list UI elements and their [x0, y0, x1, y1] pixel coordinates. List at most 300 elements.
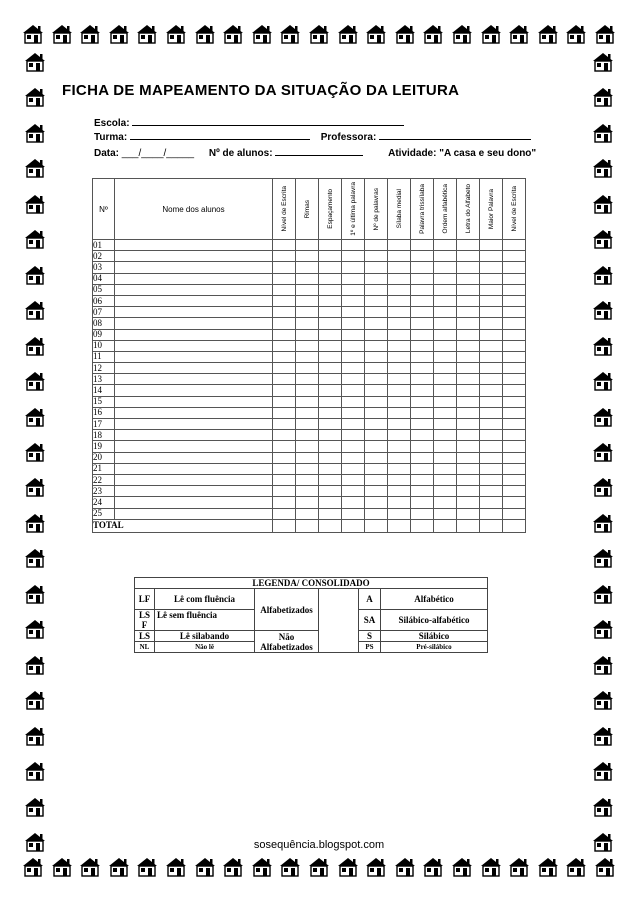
grid-cell[interactable] — [411, 284, 434, 295]
grid-cell[interactable] — [434, 486, 457, 497]
grid-cell[interactable] — [296, 508, 319, 519]
grid-cell[interactable] — [411, 351, 434, 362]
student-name-cell[interactable] — [115, 251, 273, 262]
grid-cell[interactable] — [342, 262, 365, 273]
grid-cell[interactable] — [411, 385, 434, 396]
grid-cell[interactable] — [365, 318, 388, 329]
grid-cell[interactable] — [319, 374, 342, 385]
grid-cell[interactable] — [273, 419, 296, 430]
grid-cell[interactable] — [411, 273, 434, 284]
grid-cell[interactable] — [434, 508, 457, 519]
grid-cell[interactable] — [388, 385, 411, 396]
grid-cell[interactable] — [411, 240, 434, 251]
grid-cell[interactable] — [365, 396, 388, 407]
student-name-cell[interactable] — [115, 508, 273, 519]
student-name-cell[interactable] — [115, 329, 273, 340]
grid-cell[interactable] — [296, 430, 319, 441]
student-name-cell[interactable] — [115, 419, 273, 430]
grid-cell[interactable] — [365, 519, 388, 532]
grid-cell[interactable] — [503, 262, 526, 273]
grid-cell[interactable] — [388, 351, 411, 362]
grid-cell[interactable] — [457, 441, 480, 452]
grid-cell[interactable] — [434, 396, 457, 407]
grid-cell[interactable] — [296, 419, 319, 430]
grid-cell[interactable] — [342, 307, 365, 318]
grid-cell[interactable] — [342, 407, 365, 418]
grid-cell[interactable] — [480, 419, 503, 430]
grid-cell[interactable] — [365, 363, 388, 374]
grid-cell[interactable] — [503, 295, 526, 306]
grid-cell[interactable] — [296, 385, 319, 396]
grid-cell[interactable] — [480, 441, 503, 452]
grid-cell[interactable] — [411, 307, 434, 318]
grid-cell[interactable] — [411, 329, 434, 340]
grid-cell[interactable] — [342, 340, 365, 351]
grid-cell[interactable] — [388, 519, 411, 532]
grid-cell[interactable] — [480, 307, 503, 318]
grid-cell[interactable] — [480, 430, 503, 441]
grid-cell[interactable] — [457, 340, 480, 351]
student-name-cell[interactable] — [115, 295, 273, 306]
grid-cell[interactable] — [503, 363, 526, 374]
grid-cell[interactable] — [411, 295, 434, 306]
student-name-cell[interactable] — [115, 452, 273, 463]
grid-cell[interactable] — [273, 474, 296, 485]
grid-cell[interactable] — [411, 262, 434, 273]
grid-cell[interactable] — [480, 407, 503, 418]
grid-cell[interactable] — [273, 363, 296, 374]
grid-cell[interactable] — [319, 430, 342, 441]
grid-cell[interactable] — [319, 284, 342, 295]
grid-cell[interactable] — [296, 486, 319, 497]
student-name-cell[interactable] — [115, 497, 273, 508]
grid-cell[interactable] — [296, 463, 319, 474]
grid-cell[interactable] — [365, 262, 388, 273]
grid-cell[interactable] — [480, 396, 503, 407]
grid-cell[interactable] — [457, 240, 480, 251]
grid-cell[interactable] — [388, 273, 411, 284]
student-name-cell[interactable] — [115, 351, 273, 362]
grid-cell[interactable] — [434, 351, 457, 362]
grid-cell[interactable] — [480, 295, 503, 306]
grid-cell[interactable] — [342, 519, 365, 532]
grid-cell[interactable] — [319, 318, 342, 329]
grid-cell[interactable] — [457, 284, 480, 295]
grid-cell[interactable] — [319, 307, 342, 318]
grid-cell[interactable] — [457, 497, 480, 508]
grid-cell[interactable] — [273, 463, 296, 474]
grid-cell[interactable] — [457, 295, 480, 306]
grid-cell[interactable] — [365, 329, 388, 340]
grid-cell[interactable] — [503, 307, 526, 318]
student-name-cell[interactable] — [115, 340, 273, 351]
grid-cell[interactable] — [503, 441, 526, 452]
grid-cell[interactable] — [319, 240, 342, 251]
grid-cell[interactable] — [503, 374, 526, 385]
grid-cell[interactable] — [388, 374, 411, 385]
grid-cell[interactable] — [388, 262, 411, 273]
grid-cell[interactable] — [457, 307, 480, 318]
grid-cell[interactable] — [503, 474, 526, 485]
grid-cell[interactable] — [365, 340, 388, 351]
grid-cell[interactable] — [388, 284, 411, 295]
grid-cell[interactable] — [411, 474, 434, 485]
grid-cell[interactable] — [411, 407, 434, 418]
grid-cell[interactable] — [457, 463, 480, 474]
student-name-cell[interactable] — [115, 474, 273, 485]
grid-cell[interactable] — [388, 329, 411, 340]
grid-cell[interactable] — [319, 441, 342, 452]
grid-cell[interactable] — [319, 508, 342, 519]
grid-cell[interactable] — [434, 519, 457, 532]
grid-cell[interactable] — [457, 486, 480, 497]
grid-cell[interactable] — [411, 519, 434, 532]
grid-cell[interactable] — [342, 273, 365, 284]
grid-cell[interactable] — [388, 251, 411, 262]
grid-cell[interactable] — [296, 363, 319, 374]
grid-cell[interactable] — [503, 430, 526, 441]
grid-cell[interactable] — [365, 486, 388, 497]
grid-cell[interactable] — [319, 407, 342, 418]
student-name-cell[interactable] — [115, 385, 273, 396]
grid-cell[interactable] — [388, 240, 411, 251]
grid-cell[interactable] — [342, 441, 365, 452]
grid-cell[interactable] — [342, 240, 365, 251]
grid-cell[interactable] — [342, 419, 365, 430]
grid-cell[interactable] — [457, 430, 480, 441]
grid-cell[interactable] — [319, 497, 342, 508]
grid-cell[interactable] — [273, 307, 296, 318]
grid-cell[interactable] — [434, 441, 457, 452]
grid-cell[interactable] — [503, 385, 526, 396]
grid-cell[interactable] — [273, 407, 296, 418]
grid-cell[interactable] — [411, 441, 434, 452]
student-name-cell[interactable] — [115, 284, 273, 295]
grid-cell[interactable] — [342, 329, 365, 340]
grid-cell[interactable] — [434, 407, 457, 418]
grid-cell[interactable] — [273, 273, 296, 284]
grid-cell[interactable] — [365, 351, 388, 362]
grid-cell[interactable] — [342, 385, 365, 396]
grid-cell[interactable] — [503, 284, 526, 295]
grid-cell[interactable] — [480, 385, 503, 396]
student-name-cell[interactable] — [115, 430, 273, 441]
grid-cell[interactable] — [411, 340, 434, 351]
grid-cell[interactable] — [480, 351, 503, 362]
grid-cell[interactable] — [296, 351, 319, 362]
grid-cell[interactable] — [480, 474, 503, 485]
grid-cell[interactable] — [480, 340, 503, 351]
grid-cell[interactable] — [342, 463, 365, 474]
grid-cell[interactable] — [457, 363, 480, 374]
grid-cell[interactable] — [457, 452, 480, 463]
grid-cell[interactable] — [365, 430, 388, 441]
grid-cell[interactable] — [388, 497, 411, 508]
grid-cell[interactable] — [319, 452, 342, 463]
grid-cell[interactable] — [342, 452, 365, 463]
grid-cell[interactable] — [319, 363, 342, 374]
grid-cell[interactable] — [388, 396, 411, 407]
grid-cell[interactable] — [342, 486, 365, 497]
grid-cell[interactable] — [388, 340, 411, 351]
grid-cell[interactable] — [273, 508, 296, 519]
grid-cell[interactable] — [503, 318, 526, 329]
grid-cell[interactable] — [457, 318, 480, 329]
student-name-cell[interactable] — [115, 318, 273, 329]
grid-cell[interactable] — [480, 240, 503, 251]
grid-cell[interactable] — [457, 508, 480, 519]
student-name-cell[interactable] — [115, 307, 273, 318]
grid-cell[interactable] — [411, 374, 434, 385]
grid-cell[interactable] — [319, 419, 342, 430]
grid-cell[interactable] — [273, 340, 296, 351]
grid-cell[interactable] — [434, 363, 457, 374]
grid-cell[interactable] — [411, 486, 434, 497]
grid-cell[interactable] — [503, 396, 526, 407]
grid-cell[interactable] — [457, 385, 480, 396]
grid-cell[interactable] — [480, 508, 503, 519]
grid-cell[interactable] — [503, 329, 526, 340]
grid-cell[interactable] — [319, 519, 342, 532]
grid-cell[interactable] — [480, 273, 503, 284]
grid-cell[interactable] — [388, 407, 411, 418]
grid-cell[interactable] — [342, 374, 365, 385]
grid-cell[interactable] — [319, 251, 342, 262]
grid-cell[interactable] — [342, 396, 365, 407]
grid-cell[interactable] — [434, 385, 457, 396]
grid-cell[interactable] — [296, 284, 319, 295]
grid-cell[interactable] — [365, 407, 388, 418]
grid-cell[interactable] — [388, 307, 411, 318]
grid-cell[interactable] — [365, 419, 388, 430]
grid-cell[interactable] — [434, 474, 457, 485]
grid-cell[interactable] — [411, 452, 434, 463]
grid-cell[interactable] — [296, 262, 319, 273]
grid-cell[interactable] — [457, 396, 480, 407]
grid-cell[interactable] — [365, 441, 388, 452]
grid-cell[interactable] — [273, 351, 296, 362]
grid-cell[interactable] — [342, 474, 365, 485]
grid-cell[interactable] — [365, 284, 388, 295]
grid-cell[interactable] — [319, 486, 342, 497]
grid-cell[interactable] — [411, 508, 434, 519]
grid-cell[interactable] — [273, 441, 296, 452]
grid-cell[interactable] — [273, 329, 296, 340]
grid-cell[interactable] — [480, 251, 503, 262]
grid-cell[interactable] — [319, 262, 342, 273]
grid-cell[interactable] — [273, 430, 296, 441]
grid-cell[interactable] — [457, 374, 480, 385]
grid-cell[interactable] — [296, 295, 319, 306]
student-name-cell[interactable] — [115, 396, 273, 407]
student-name-cell[interactable] — [115, 407, 273, 418]
grid-cell[interactable] — [273, 240, 296, 251]
grid-cell[interactable] — [319, 295, 342, 306]
grid-cell[interactable] — [365, 452, 388, 463]
grid-cell[interactable] — [434, 452, 457, 463]
grid-cell[interactable] — [319, 396, 342, 407]
grid-cell[interactable] — [480, 486, 503, 497]
grid-cell[interactable] — [296, 474, 319, 485]
grid-cell[interactable] — [411, 430, 434, 441]
grid-cell[interactable] — [273, 284, 296, 295]
grid-cell[interactable] — [273, 374, 296, 385]
grid-cell[interactable] — [388, 474, 411, 485]
grid-cell[interactable] — [480, 329, 503, 340]
grid-cell[interactable] — [342, 295, 365, 306]
grid-cell[interactable] — [296, 329, 319, 340]
grid-cell[interactable] — [319, 273, 342, 284]
student-name-cell[interactable] — [115, 441, 273, 452]
grid-cell[interactable] — [503, 463, 526, 474]
grid-cell[interactable] — [411, 463, 434, 474]
grid-cell[interactable] — [434, 329, 457, 340]
grid-cell[interactable] — [434, 430, 457, 441]
grid-cell[interactable] — [388, 295, 411, 306]
grid-cell[interactable] — [480, 318, 503, 329]
grid-cell[interactable] — [365, 273, 388, 284]
grid-cell[interactable] — [319, 340, 342, 351]
grid-cell[interactable] — [342, 351, 365, 362]
grid-cell[interactable] — [480, 262, 503, 273]
grid-cell[interactable] — [388, 508, 411, 519]
grid-cell[interactable] — [434, 374, 457, 385]
grid-cell[interactable] — [296, 441, 319, 452]
grid-cell[interactable] — [319, 329, 342, 340]
grid-cell[interactable] — [434, 497, 457, 508]
grid-cell[interactable] — [411, 318, 434, 329]
grid-cell[interactable] — [411, 363, 434, 374]
grid-cell[interactable] — [365, 307, 388, 318]
grid-cell[interactable] — [296, 396, 319, 407]
grid-cell[interactable] — [434, 340, 457, 351]
student-name-cell[interactable] — [115, 486, 273, 497]
grid-cell[interactable] — [388, 463, 411, 474]
grid-cell[interactable] — [296, 452, 319, 463]
grid-cell[interactable] — [296, 251, 319, 262]
student-name-cell[interactable] — [115, 363, 273, 374]
grid-cell[interactable] — [503, 351, 526, 362]
grid-cell[interactable] — [388, 486, 411, 497]
grid-cell[interactable] — [273, 497, 296, 508]
grid-cell[interactable] — [342, 363, 365, 374]
grid-cell[interactable] — [480, 363, 503, 374]
grid-cell[interactable] — [411, 251, 434, 262]
grid-cell[interactable] — [503, 340, 526, 351]
grid-cell[interactable] — [273, 396, 296, 407]
student-name-cell[interactable] — [115, 374, 273, 385]
grid-cell[interactable] — [365, 385, 388, 396]
grid-cell[interactable] — [457, 474, 480, 485]
grid-cell[interactable] — [503, 407, 526, 418]
grid-cell[interactable] — [388, 318, 411, 329]
grid-cell[interactable] — [342, 284, 365, 295]
grid-cell[interactable] — [457, 251, 480, 262]
grid-cell[interactable] — [365, 295, 388, 306]
grid-cell[interactable] — [503, 251, 526, 262]
grid-cell[interactable] — [273, 262, 296, 273]
grid-cell[interactable] — [457, 351, 480, 362]
grid-cell[interactable] — [434, 419, 457, 430]
grid-cell[interactable] — [296, 240, 319, 251]
student-name-cell[interactable] — [115, 463, 273, 474]
grid-cell[interactable] — [296, 374, 319, 385]
grid-cell[interactable] — [319, 385, 342, 396]
grid-cell[interactable] — [457, 273, 480, 284]
grid-cell[interactable] — [365, 474, 388, 485]
grid-cell[interactable] — [365, 240, 388, 251]
grid-cell[interactable] — [503, 508, 526, 519]
grid-cell[interactable] — [503, 273, 526, 284]
grid-cell[interactable] — [434, 251, 457, 262]
grid-cell[interactable] — [503, 486, 526, 497]
grid-cell[interactable] — [388, 441, 411, 452]
grid-cell[interactable] — [296, 273, 319, 284]
grid-cell[interactable] — [480, 463, 503, 474]
grid-cell[interactable] — [273, 295, 296, 306]
grid-cell[interactable] — [503, 240, 526, 251]
grid-cell[interactable] — [319, 351, 342, 362]
grid-cell[interactable] — [296, 519, 319, 532]
grid-cell[interactable] — [342, 430, 365, 441]
grid-cell[interactable] — [342, 508, 365, 519]
grid-cell[interactable] — [319, 474, 342, 485]
grid-cell[interactable] — [296, 307, 319, 318]
grid-cell[interactable] — [503, 497, 526, 508]
grid-cell[interactable] — [342, 497, 365, 508]
grid-cell[interactable] — [273, 251, 296, 262]
grid-cell[interactable] — [434, 318, 457, 329]
grid-cell[interactable] — [503, 519, 526, 532]
grid-cell[interactable] — [296, 340, 319, 351]
grid-cell[interactable] — [388, 363, 411, 374]
grid-cell[interactable] — [411, 497, 434, 508]
grid-cell[interactable] — [457, 519, 480, 532]
grid-cell[interactable] — [434, 307, 457, 318]
grid-cell[interactable] — [434, 273, 457, 284]
grid-cell[interactable] — [342, 318, 365, 329]
student-name-cell[interactable] — [115, 262, 273, 273]
grid-cell[interactable] — [365, 463, 388, 474]
grid-cell[interactable] — [365, 251, 388, 262]
grid-cell[interactable] — [480, 519, 503, 532]
student-name-cell[interactable] — [115, 273, 273, 284]
grid-cell[interactable] — [434, 295, 457, 306]
grid-cell[interactable] — [365, 497, 388, 508]
grid-cell[interactable] — [273, 318, 296, 329]
grid-cell[interactable] — [457, 262, 480, 273]
student-name-cell[interactable] — [115, 240, 273, 251]
grid-cell[interactable] — [296, 407, 319, 418]
grid-cell[interactable] — [296, 497, 319, 508]
grid-cell[interactable] — [342, 251, 365, 262]
grid-cell[interactable] — [503, 419, 526, 430]
grid-cell[interactable] — [388, 452, 411, 463]
grid-cell[interactable] — [480, 497, 503, 508]
grid-cell[interactable] — [434, 262, 457, 273]
grid-cell[interactable] — [365, 508, 388, 519]
grid-cell[interactable] — [273, 452, 296, 463]
grid-cell[interactable] — [296, 318, 319, 329]
grid-cell[interactable] — [273, 385, 296, 396]
grid-cell[interactable] — [434, 284, 457, 295]
grid-cell[interactable] — [503, 452, 526, 463]
grid-cell[interactable] — [480, 284, 503, 295]
grid-cell[interactable] — [457, 329, 480, 340]
grid-cell[interactable] — [480, 452, 503, 463]
grid-cell[interactable] — [273, 519, 296, 532]
grid-cell[interactable] — [411, 396, 434, 407]
